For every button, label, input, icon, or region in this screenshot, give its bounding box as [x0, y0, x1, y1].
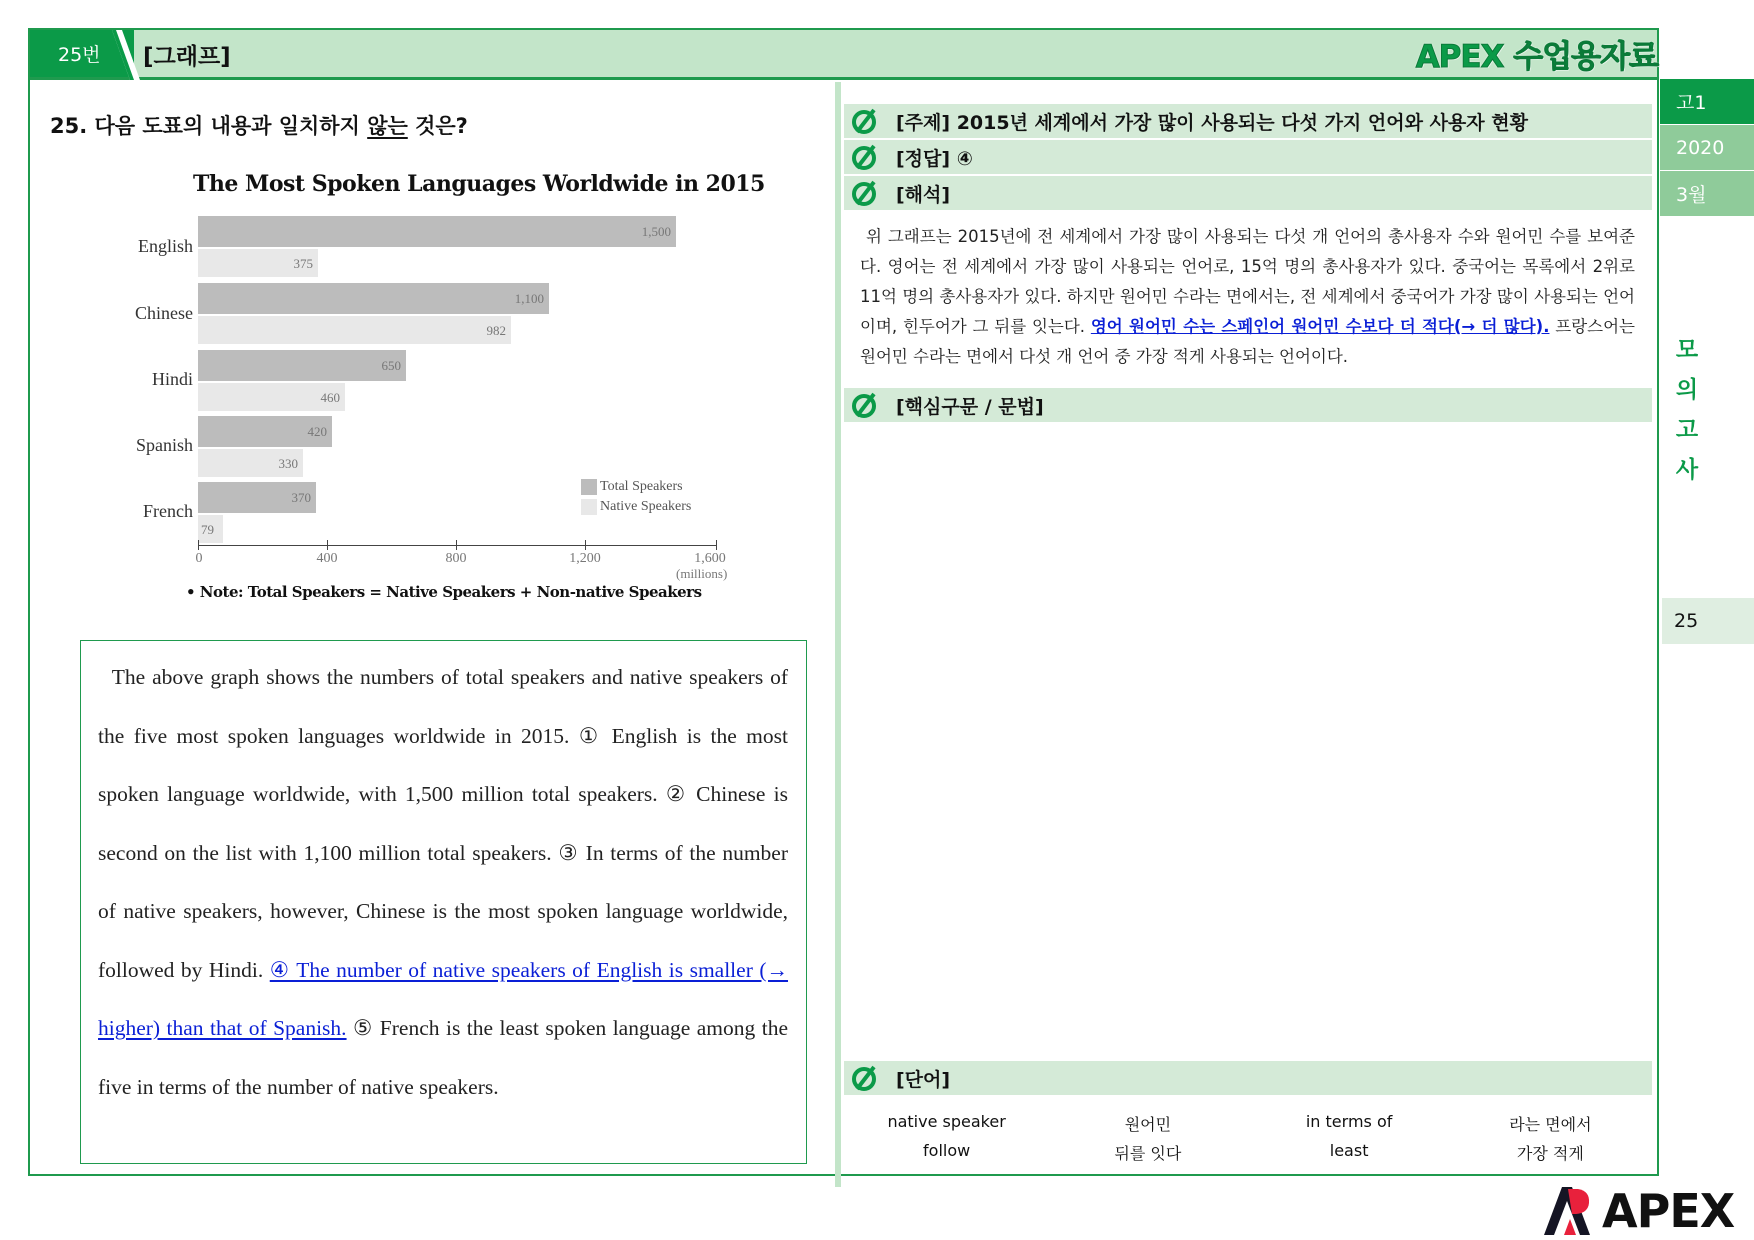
check-circle-icon: [850, 107, 878, 135]
category-label-hindi: Hindi: [151, 369, 193, 389]
legend-swatch-total: [581, 479, 597, 495]
x-tick: [327, 540, 328, 550]
bar-value: 1,100: [514, 291, 544, 306]
x-tick: [716, 540, 717, 550]
side-vertical-label: [1672, 330, 1702, 490]
passage-answer-highlight: ④ The number of native speakers of English is smaller (→ higher) than that of Spanish.: [98, 957, 789, 1040]
side-tab-label: 3월: [1676, 184, 1707, 206]
bar-value: 370: [291, 490, 311, 505]
passage-part: ⑤ French is the least spoken language among the five in terms of the number of native speakers.: [98, 1016, 789, 1099]
category-label-chinese: Chinese: [135, 303, 193, 323]
passage-text: [98, 648, 788, 1116]
bar-total-hindi: [198, 350, 406, 381]
x-tick: [456, 540, 457, 550]
passage-part: The above graph shows the numbers of total speakers and native speakers of the five most spoken languages worldwide in 2015. ① English is the most spoken language worldwide, with 1,500 million total speakers. ② Chinese is second on the list with 1,100 million total speakers. ③ In terms of the number of native speakers, however, Chinese is the most spoken language worldwide, followed by Hindi.: [98, 665, 788, 982]
check-circle-icon: [850, 1064, 878, 1092]
section-topic-label: [주제] 2015년 세계에서 가장 많이 사용되는 다섯 가지 언어와 사용자 현황: [896, 111, 1528, 134]
vocab-table: [846, 1112, 1651, 1164]
bar-total-english: [198, 216, 676, 247]
vocab-meaning: 라는 면에서: [1509, 1115, 1592, 1134]
section-topic: [844, 104, 1652, 138]
legend-label-native: Native Speakers: [600, 499, 692, 514]
chart-note: • Note: Total Speakers = Native Speakers + Non-native Speakers: [186, 583, 702, 601]
translation-part: 프랑스어는 원어민 수라는 면에서 다섯 개 언어 중 가장 적게 사용되는 언어이다.: [860, 317, 1635, 366]
column-divider: [835, 82, 841, 1187]
translation-text: [860, 222, 1635, 372]
bar-native-english: [198, 249, 318, 277]
bar-value: 79: [201, 522, 214, 537]
x-tick-label: 400: [316, 551, 338, 566]
x-tick: [198, 540, 199, 550]
section-vocab: [844, 1061, 1652, 1095]
check-circle-icon: [850, 391, 878, 419]
section-answer-label: [정답] ④: [896, 147, 973, 170]
section-grammar: [844, 388, 1652, 422]
question-number-label: 25번: [58, 44, 101, 66]
question-text: [50, 110, 468, 140]
section-tag: [그래프]: [143, 44, 231, 70]
category-label-french: French: [143, 501, 193, 521]
bar-native-chinese: [198, 316, 511, 344]
page-number-label: 25: [1674, 610, 1699, 632]
tab-slash-divider: [112, 30, 140, 80]
translation-part: 위 그래프는 2015년에 전 세계에서 가장 많이 사용되는 다섯 개 언어의 총사용자 수와 원어민 수를 보여준다. 영어는 전 세계에서 가장 많이 사용되는 언어로, 15억 명의 총사용자가 있다. 중국어는 목록에서 2위로 11억 명의 총사용자가 있다. 하지만 원어민 수라는 면에서는, 전 세계에서 중국어가 가장 많이 사용되는 언어이며, 힌두어가 그 뒤를 잇는다.: [860, 227, 1635, 336]
question-suffix: 것은?: [407, 114, 468, 138]
x-axis: [198, 545, 717, 546]
category-label-spanish: Spanish: [135, 435, 193, 455]
check-circle-icon: [850, 179, 878, 207]
bar-total-spanish: [198, 416, 332, 447]
category-label-english: English: [137, 236, 193, 256]
legend-swatch-native: [581, 499, 597, 515]
apex-logo-mark-icon: [1542, 1185, 1594, 1237]
vertical-char: 의: [1675, 377, 1699, 403]
x-axis-unit: (millions): [676, 566, 728, 581]
page-number: [1662, 598, 1754, 644]
brand-title: APEX 수업용자료: [1415, 39, 1658, 75]
check-circle-icon: [850, 143, 878, 171]
bar-value: 1,500: [641, 224, 671, 239]
side-tab-grade[interactable]: [1660, 79, 1754, 124]
bar-total-french: [198, 482, 316, 513]
apex-logo-text: APEX: [1602, 1184, 1735, 1238]
legend-label-total: Total Speakers: [600, 479, 683, 494]
x-tick: [585, 540, 586, 550]
bar-value: 420: [307, 424, 327, 439]
side-tab-year[interactable]: [1660, 125, 1754, 170]
question-underlined: 않는: [367, 114, 408, 138]
vocab-term: in terms of: [1305, 1112, 1393, 1131]
bar-total-chinese: [198, 283, 549, 314]
vocab-meaning: 뒤를 잇다: [1114, 1144, 1182, 1163]
vertical-char: 고: [1675, 417, 1699, 443]
bar-value: 375: [293, 256, 313, 271]
header-band: [30, 30, 1657, 80]
apex-logo: [1542, 1185, 1754, 1237]
bar-value: 982: [486, 323, 506, 338]
chart-title: The Most Spoken Languages Worldwide in 2015: [193, 171, 765, 197]
section-vocab-label: [단어]: [896, 1068, 951, 1091]
vocab-meaning: 가장 적게: [1516, 1144, 1584, 1163]
vocab-meaning: 원어민: [1124, 1115, 1172, 1134]
section-answer: [844, 140, 1652, 174]
vocab-term: least: [1329, 1141, 1369, 1160]
translation-answer-highlight: 영어 원어민 수는 스페인어 원어민 수보다 더 적다(→ 더 많다).: [1090, 317, 1550, 336]
bar-value: 460: [320, 390, 340, 405]
section-translation-label: [해석]: [896, 183, 951, 206]
bar-native-spanish: [198, 449, 303, 477]
x-tick-label: 0: [195, 551, 203, 566]
vertical-char: 모: [1675, 337, 1699, 363]
bar-native-french: [198, 515, 223, 543]
bar-value: 650: [381, 358, 401, 373]
vertical-char: 사: [1675, 457, 1699, 483]
x-tick-label: 1,200: [569, 551, 601, 566]
bar-native-hindi: [198, 383, 345, 411]
section-grammar-label: [핵심구문 / 문법]: [896, 395, 1044, 418]
side-tab-label: 2020: [1676, 136, 1725, 159]
side-tab-label: 고1: [1676, 92, 1707, 114]
vocab-term: native speaker: [887, 1112, 1006, 1131]
x-tick-label: 1,600: [694, 551, 726, 566]
vocab-term: follow: [923, 1141, 971, 1160]
bar-value: 330: [278, 456, 298, 471]
side-tab-month[interactable]: [1660, 171, 1754, 216]
section-translation: [844, 176, 1652, 210]
x-tick-label: 800: [445, 551, 467, 566]
question-prefix: 25. 다음 도표의 내용과 일치하지: [50, 114, 368, 138]
